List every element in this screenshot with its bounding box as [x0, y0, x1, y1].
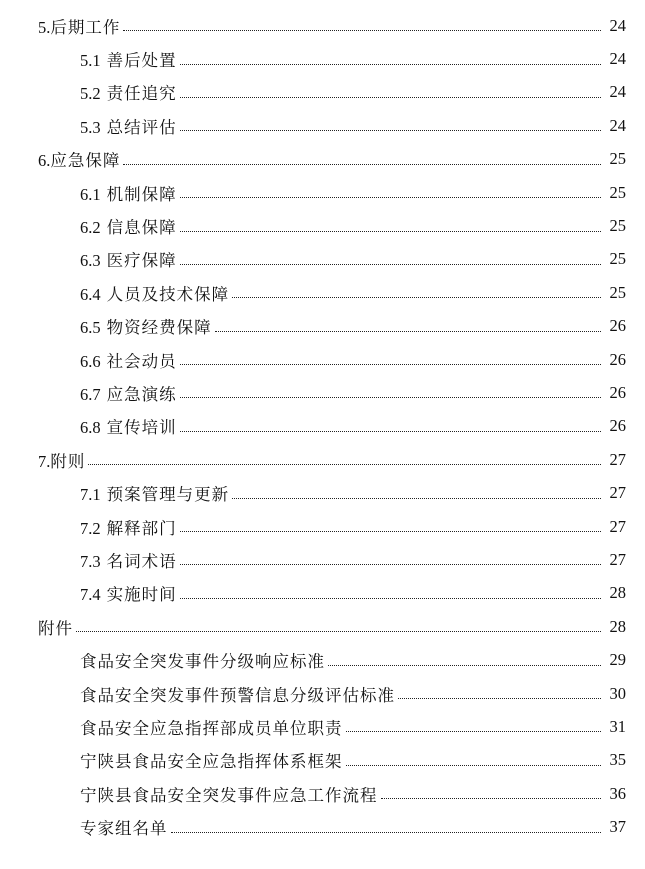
- toc-entry-title: [80, 381, 177, 405]
- toc-sub-entry[interactable]: [0, 543, 645, 576]
- toc-page-number: 37: [609, 817, 626, 837]
- toc-page-number: 26: [609, 382, 626, 402]
- toc-dot-leader: [180, 531, 601, 532]
- toc-sub-entry[interactable]: [0, 310, 645, 343]
- toc-entry-title: [80, 80, 177, 104]
- toc-entry-title: [38, 615, 73, 639]
- toc-entry-title: [80, 682, 395, 706]
- toc-entry-text: 信息保障: [106, 218, 177, 238]
- toc-entry-title: [80, 782, 378, 806]
- toc-page-number: 25: [609, 249, 626, 269]
- toc-dot-leader: [381, 798, 602, 799]
- toc-sub-entry[interactable]: [0, 42, 645, 75]
- toc-entry-title: [38, 448, 85, 472]
- toc-dot-leader: [398, 698, 601, 699]
- toc-entry-text: 附件: [38, 618, 73, 638]
- toc-page-number: 31: [609, 716, 626, 736]
- toc-page-number: 35: [609, 750, 626, 770]
- toc-dot-leader: [123, 164, 601, 165]
- toc-entry-number: 6.1: [80, 184, 101, 204]
- toc-entry-number: 6.: [38, 151, 51, 171]
- toc-page-number: 36: [609, 783, 626, 803]
- toc-entry-number: 6.6: [80, 351, 101, 371]
- toc-entry-title: [80, 214, 177, 238]
- toc-page-number: 24: [609, 82, 626, 102]
- toc-page-number: 24: [609, 115, 626, 135]
- toc-entry-number: 6.5: [80, 318, 101, 338]
- toc-page-number: 27: [609, 549, 626, 569]
- table-of-contents: [0, 9, 645, 844]
- toc-entry-text: 医疗保障: [106, 251, 177, 271]
- toc-entry-number: 7.1: [80, 485, 101, 505]
- toc-entry-text: 解释部门: [106, 518, 177, 538]
- toc-entry-text: 机制保障: [106, 184, 177, 204]
- toc-heading-entry[interactable]: [0, 443, 645, 476]
- toc-dot-leader: [171, 832, 602, 833]
- toc-heading-entry[interactable]: [0, 143, 645, 176]
- toc-dot-leader: [180, 564, 601, 565]
- toc-sub-entry[interactable]: [0, 376, 645, 409]
- toc-sub-entry[interactable]: [0, 744, 645, 777]
- toc-page-number: 26: [609, 349, 626, 369]
- toc-entry-text: 后期工作: [50, 17, 121, 37]
- toc-dot-leader: [232, 498, 601, 499]
- toc-entry-text: 宣传培训: [106, 418, 177, 438]
- toc-sub-entry[interactable]: [0, 109, 645, 142]
- toc-sub-entry[interactable]: [0, 810, 645, 843]
- toc-heading-entry[interactable]: [0, 9, 645, 42]
- toc-entry-number: 5.1: [80, 51, 101, 71]
- toc-dot-leader: [328, 665, 601, 666]
- toc-entry-text: 社会动员: [106, 351, 177, 371]
- toc-page-number: 27: [609, 449, 626, 469]
- toc-entry-title: [80, 314, 212, 338]
- toc-entry-number: 7.2: [80, 518, 101, 538]
- toc-entry-title: [80, 281, 229, 305]
- toc-sub-entry[interactable]: [0, 343, 645, 376]
- toc-sub-entry[interactable]: [0, 410, 645, 443]
- toc-entry-title: [80, 114, 177, 138]
- toc-page-number: 24: [609, 15, 626, 35]
- toc-entry-title: [80, 581, 177, 605]
- toc-dot-leader: [180, 64, 601, 65]
- toc-entry-text: 专家组名单: [80, 819, 168, 839]
- toc-entry-text: 应急演练: [106, 384, 177, 404]
- toc-entry-text: 总结评估: [106, 117, 177, 137]
- toc-entry-text: 责任追究: [106, 84, 177, 104]
- toc-entry-text: 人员及技术保障: [106, 284, 230, 304]
- toc-page-number: 25: [609, 216, 626, 236]
- toc-dot-leader: [180, 264, 601, 265]
- toc-sub-entry[interactable]: [0, 476, 645, 509]
- toc-entry-title: [80, 648, 325, 672]
- toc-entry-number: 5.: [38, 17, 51, 37]
- toc-entry-title: [80, 481, 229, 505]
- toc-page-number: 29: [609, 650, 626, 670]
- toc-sub-entry[interactable]: [0, 510, 645, 543]
- toc-heading-entry[interactable]: [0, 610, 645, 643]
- toc-sub-entry[interactable]: [0, 777, 645, 810]
- toc-entry-text: 宁陕县食品安全突发事件应急工作流程: [80, 785, 378, 805]
- toc-sub-entry[interactable]: [0, 577, 645, 610]
- toc-entry-text: 善后处置: [106, 51, 177, 71]
- toc-dot-leader: [180, 431, 601, 432]
- toc-sub-entry[interactable]: [0, 209, 645, 242]
- toc-entry-text: 宁陕县食品安全应急指挥体系框架: [80, 752, 343, 772]
- toc-page-number: 28: [609, 583, 626, 603]
- toc-entry-text: 预案管理与更新: [106, 485, 230, 505]
- toc-dot-leader: [232, 297, 601, 298]
- toc-dot-leader: [180, 231, 601, 232]
- toc-page-number: 25: [609, 282, 626, 302]
- toc-entry-number: 7.3: [80, 551, 101, 571]
- toc-sub-entry[interactable]: [0, 176, 645, 209]
- toc-entry-title: [80, 715, 343, 739]
- toc-entry-title: [80, 181, 177, 205]
- toc-entry-title: [38, 14, 120, 38]
- toc-entry-text: 食品安全突发事件分级响应标准: [80, 652, 325, 672]
- toc-page-number: 27: [609, 483, 626, 503]
- toc-entry-title: [80, 348, 177, 372]
- toc-page-number: 24: [609, 49, 626, 69]
- toc-entry-title: [80, 748, 343, 772]
- toc-entry-title: [80, 515, 177, 539]
- toc-page-number: 25: [609, 149, 626, 169]
- toc-sub-entry[interactable]: [0, 276, 645, 309]
- toc-entry-number: 6.4: [80, 284, 101, 304]
- toc-dot-leader: [76, 631, 601, 632]
- toc-page-number: 28: [609, 616, 626, 636]
- toc-entry-text: 实施时间: [106, 585, 177, 605]
- toc-entry-title: [80, 548, 177, 572]
- toc-entry-number: 6.2: [80, 218, 101, 238]
- toc-entry-number: 6.8: [80, 418, 101, 438]
- toc-sub-entry[interactable]: [0, 76, 645, 109]
- toc-dot-leader: [180, 130, 601, 131]
- toc-entry-text: 物资经费保障: [106, 318, 212, 338]
- toc-entry-number: 5.3: [80, 117, 101, 137]
- toc-entry-text: 名词术语: [106, 551, 177, 571]
- toc-entry-title: [38, 147, 120, 171]
- toc-page-number: 30: [609, 683, 626, 703]
- toc-dot-leader: [180, 97, 601, 98]
- toc-dot-leader: [346, 765, 602, 766]
- toc-dot-leader: [123, 30, 601, 31]
- toc-entry-number: 6.7: [80, 384, 101, 404]
- toc-page-number: 26: [609, 316, 626, 336]
- toc-dot-leader: [180, 364, 601, 365]
- toc-entry-number: 7.: [38, 451, 51, 471]
- toc-dot-leader: [215, 331, 601, 332]
- toc-page-number: 26: [609, 416, 626, 436]
- toc-dot-leader: [180, 397, 601, 398]
- toc-sub-entry[interactable]: [0, 677, 645, 710]
- toc-entry-title: [80, 47, 177, 71]
- toc-sub-entry[interactable]: [0, 643, 645, 676]
- toc-sub-entry[interactable]: [0, 243, 645, 276]
- toc-page-number: 25: [609, 182, 626, 202]
- toc-entry-text: 食品安全应急指挥部成员单位职责: [80, 718, 343, 738]
- toc-entry-number: 7.4: [80, 585, 101, 605]
- toc-entry-title: [80, 815, 168, 839]
- toc-entry-text: 应急保障: [50, 151, 121, 171]
- toc-entry-number: 6.3: [80, 251, 101, 271]
- toc-dot-leader: [88, 464, 601, 465]
- toc-entry-text: 附则: [50, 451, 86, 471]
- toc-dot-leader: [346, 731, 602, 732]
- toc-dot-leader: [180, 598, 601, 599]
- toc-sub-entry[interactable]: [0, 710, 645, 743]
- toc-dot-leader: [180, 197, 601, 198]
- toc-entry-title: [80, 414, 177, 438]
- toc-entry-text: 食品安全突发事件预警信息分级评估标准: [80, 685, 395, 705]
- toc-entry-number: 5.2: [80, 84, 101, 104]
- toc-page-number: 27: [609, 516, 626, 536]
- toc-entry-title: [80, 247, 177, 271]
